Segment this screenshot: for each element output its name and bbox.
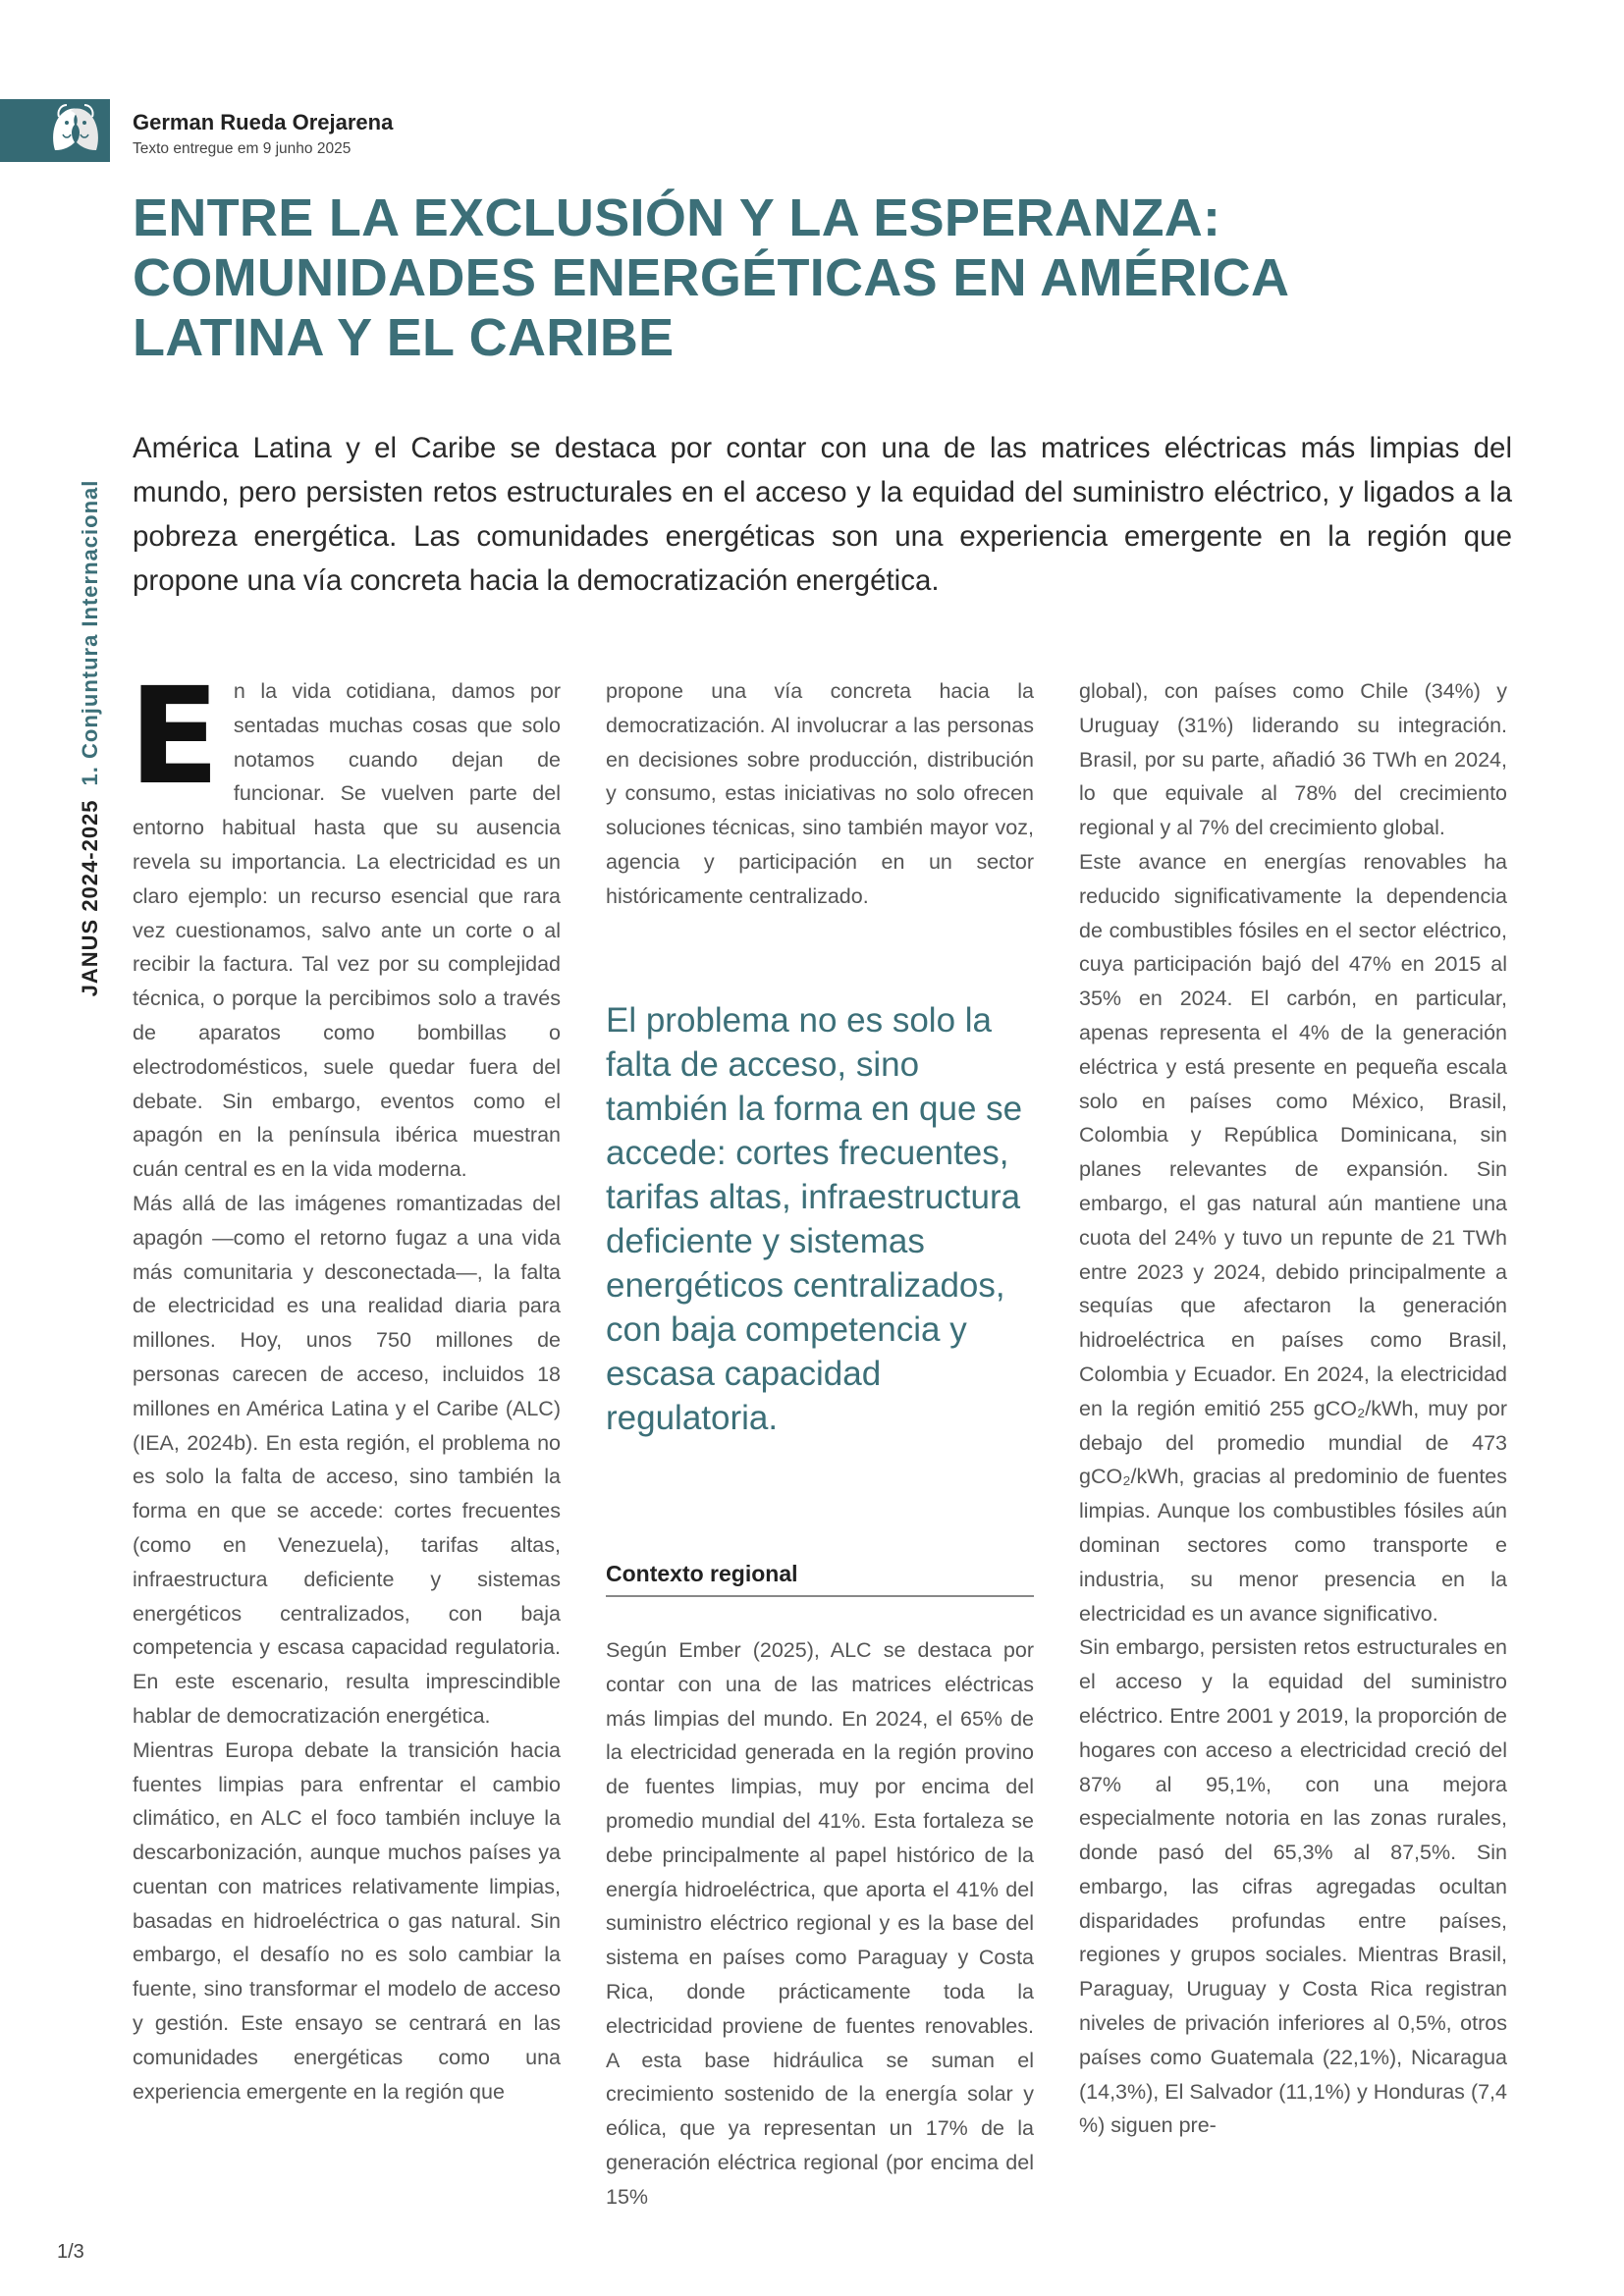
title-line-1: ENTRE LA EXCLUSIÓN Y LA ESPERANZA: [133,188,1221,247]
section-heading: Contexto regional [606,1561,1034,1597]
body-column-1 [129,660,561,2109]
author-name: German Rueda Orejarena [133,110,394,134]
body-paragraph: Mientras Europa debate la transición hacia fuentes limpias para enfrentar el cambio climático, en ALC el foco también incluye la descarbonización, aunque muchos países ya cuentan con matrices relativamente limpias, basadas en hidroeléctrica o gas natural. Sin embargo, el desafío no es solo cambiar la fuente, sino transformar el modelo de acceso y gestión. Este ensayo se centrará en las comunidades energéticas como una experiencia emergente en la región que [133,1737,561,2104]
body-paragraph: Más allá de las imágenes romantizadas del apagón —como el retorno fugaz a una vida más comunitaria y desconectada—, la falta de electricidad es una realidad diaria para millones. Hoy, unos 750 millones de personas carecen de acceso, incluidos 18 millones en América Latina y el Caribe (ALC) (IEA, 2024b). En esta región, el problema no es solo la falta de acceso, sino también la forma en que se accede: cortes frecuentes (como en Venezuela), tarifas altas, infraestructura deficiente y sistemas energéticos centralizados, con baja competencia y escasa capacidad regulatoria. En este escenario, resulta imprescindible hablar de democratización energética. [133,1191,561,1728]
body-paragraph: Este avance en energías renovables ha reducido significativamente la dependencia de combustibles fósiles en el sector eléctrico, cuya participación bajó del 47% en 2015 al 35% en 2024. El carbón, en particular, apenas representa el 4% de la generación eléctrica y está presente en pequeña escala solo en países como México, Brasil, Colombia y República Dominicana, sin planes relevantes de expansión. Sin embargo, el gas natural aún mantiene una cuota del 24% y tuvo un repunte de 21 TWh entre 2023 y 2024, debido principalmente a sequías que afectaron la generación hidroeléctrica en países como Brasil, Colombia y Ecuador. En 2024, la electricidad en la región emitió 255 gCO₂/kWh, muy por debajo del promedio mundial de 473 gCO₂/kWh, gracias al predominio de fuentes limpias. Aunque los combustibles fósiles aún dominan sectores como transporte e industria, su menor presencia en la electricidad es un avance significativo. [1079,849,1507,1626]
title-line-3: LATINA Y EL CARIBE [133,308,675,367]
title-line-2: COMUNIDADES ENERGÉTICAS EN AMÉRICA [133,248,1290,307]
journal-logo [0,99,110,162]
pull-quote: El problema no es solo la falta de acceso, sino también la forma en que se accede: cortes frecuentes, tarifas altas, infraestructura deficiente y sistemas energéticos centralizados, con baja competencia y escasa capacidad regulatoria. [606,1001,1023,1437]
section-name: 1. Conjuntura Internacional [78,479,102,786]
delivery-date: Texto entregue em 9 junho 2025 [133,140,352,157]
body-paragraph: Según Ember (2025), ALC se destaca por contar con una de las matrices eléctricas más limpias del mundo. En 2024, el 65% de la electricidad generada en la región provino de fuentes limpias, muy por encima del promedio mundial del 41%. Esta fortaleza se debe principalmente al papel histórico de la energía hidroeléctrica, que aporta el 41% del suministro eléctrico regional y es la base del sistema en países como Paraguay y Costa Rica, donde prácticamente toda la electricidad proviene de fuentes renovables. A esta base hidráulica se suman el crecimiento sostenido de la energía solar y eólica, que ya representan un 17% de la generación eléctrica regional (por encima del 15% [606,1638,1034,2209]
lead-paragraph: América Latina y el Caribe se destaca por contar con una de las matrices eléctricas más limpias del mundo, pero persisten retos estructurales en el acceso y la equidad del suministro eléctrico, y ligados a la pobreza energética. Las comunidades energéticas son una experiencia emergente en la región que propone una vía concreta hacia la democratización energética. [133,432,1512,597]
article-title [133,188,1527,368]
side-running-label [78,480,103,997]
body-paragraph: propone una vía concreta hacia la democratización. Al involucrar a las personas en decisiones sobre producción, distribución y consumo, estas iniciativas no solo ofrecen soluciones técnicas, sino también mayor voz, agencia y participación en un sector históricamente centralizado. [606,679,1034,908]
body-paragraph: global), con países como Chile (34%) y Uruguay (31%) liderando su integración. Brasil, por su parte, añadió 36 TWh en 2024, lo que equivale al 78% del crecimiento regional y al 7% del crecimiento global. [1079,679,1507,840]
body-column-3 [1079,674,1507,2143]
body-paragraph: Sin embargo, persisten retos estructurales en el acceso y la equidad del suministro eléctrico. Entre 2001 y 2019, la proporción de hogares con acceso a electricidad creció del 87% al 95,1%, con una mejora especialmente notoria en las zonas rurales, donde pasó del 65,3% al 87,5%. Sin embargo, las cifras agregadas ocultan disparidades profundas entre países, regiones y grupos sociales. Mientras Brasil, Paraguay, Uruguay y Costa Rica registran niveles de privación inferiores al 0,5%, otros países como Guatemala (22,1%), Nicaragua (14,3%), El Salvador (11,1%) y Honduras (7,4 %) siguen pre- [1079,1635,1507,2138]
body-paragraph: n la vida cotidiana, damos por sentadas muchas cosas que solo notamos cuando dejan de funcionar. Se vuelven parte del entorno habitual hasta que su ausencia revela su importancia. La electricidad es un claro ejemplo: un recurso esencial que rara vez cuestionamos, salvo ante un corte o al recibir la factura. Tal vez por su complejidad técnica, o porque la percibimos solo a través de aparatos como bombillas o electrodomésticos, suele quedar fuera del debate. Sin embargo, eventos como el apagón en la península ibérica muestran cuán central es en la vida moderna. [133,679,561,1182]
drop-cap: E [129,660,220,815]
page-number: 1/3 [57,2241,84,2263]
journal-issue: JANUS 2024-2025 [78,799,102,997]
janus-face-icon [45,99,106,162]
body-column-2 [606,674,1034,914]
